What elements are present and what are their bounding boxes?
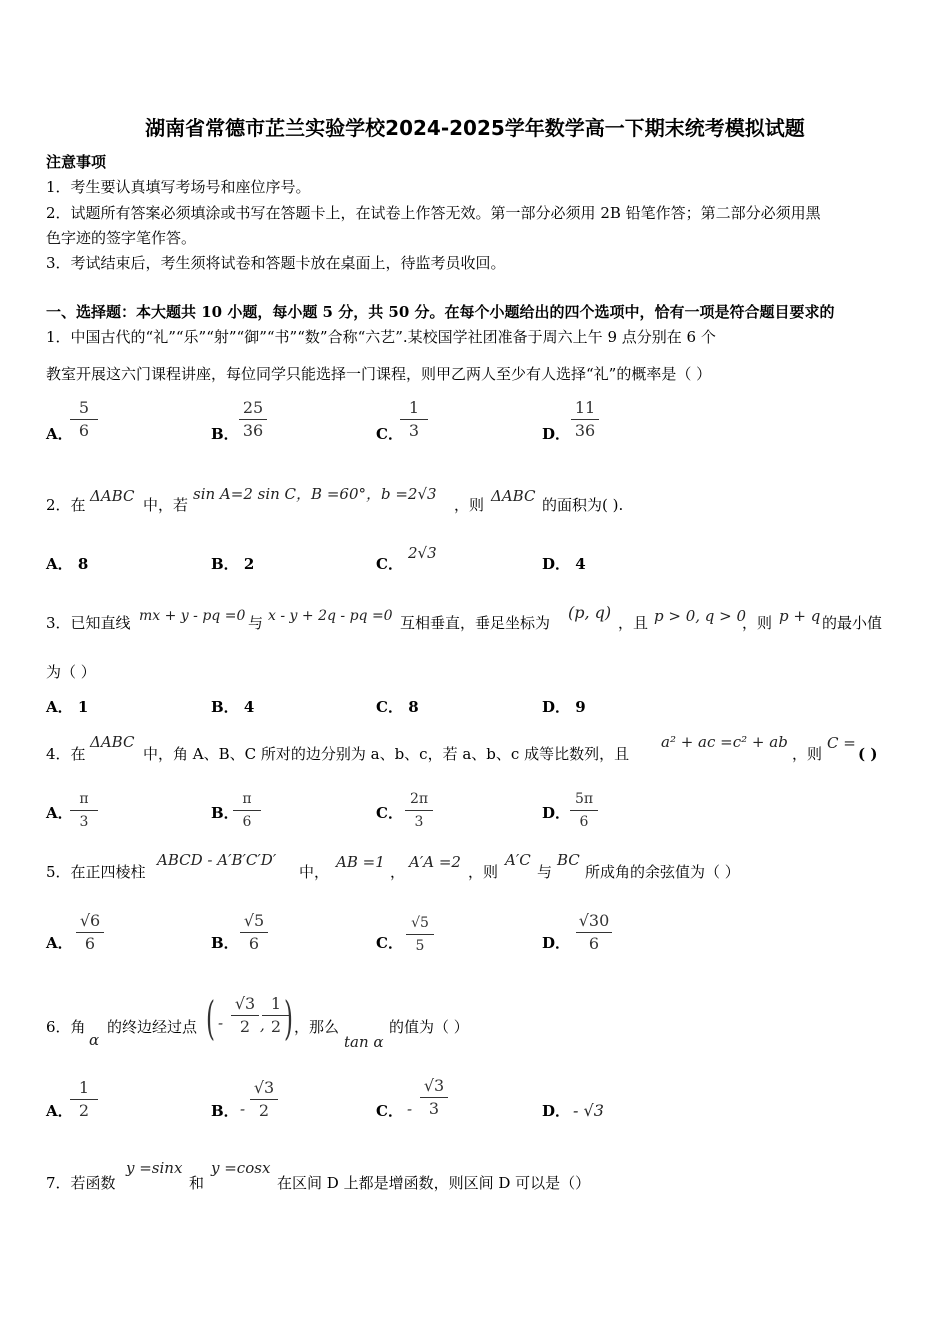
- q3-line-1: mx + y - pq =0: [139, 608, 246, 624]
- q4-option-d-label: D．: [542, 804, 571, 822]
- q6-option-b-label: B．: [211, 1102, 239, 1120]
- q5-condition-2: A′A =2: [409, 853, 461, 871]
- notice-item-2-cont: 色字迹的签字笔作答。: [46, 229, 197, 247]
- q2-option-b: B． 2: [211, 555, 255, 573]
- q2-mid: 中，若: [143, 496, 189, 514]
- notice-item-2: 2．试题所有答案必须填涂或书写在答题卡上，在试卷上作答无效。第一部分必须用 2B 铅笔作答；第二部分必须用黑: [46, 204, 821, 222]
- q6-option-a-value: 1 2: [66, 1078, 102, 1121]
- q1-option-c-value: 1 3: [396, 398, 432, 441]
- q3-option-c: C． 8: [376, 698, 419, 716]
- q1-option-c-label: C．: [376, 425, 403, 443]
- q3-point: (p, q): [568, 603, 612, 622]
- q7-and: 和: [189, 1174, 205, 1192]
- q5-solid: ABCD - A′B′C′D′: [157, 851, 277, 869]
- q3-prefix: 3．已知直线: [46, 614, 131, 632]
- q7-function-1: y =sinx: [126, 1159, 183, 1177]
- q6-tan: tan α: [344, 1033, 384, 1051]
- q2-option-d: D． 4: [542, 555, 586, 573]
- q7-prefix: 7．若函数: [46, 1174, 116, 1192]
- q4-equation: a² + ac =c² + ab: [661, 733, 788, 751]
- q5-then: ，则: [468, 863, 499, 881]
- q3-tail: 的最小值: [822, 614, 883, 632]
- q2-tail2: 的面积为( ).: [542, 496, 624, 514]
- q2-option-c-label: C．: [376, 555, 403, 573]
- q6-option-d-value: - √3: [573, 1101, 604, 1120]
- q5-option-a-label: A．: [46, 934, 73, 952]
- q3-option-d: D． 9: [542, 698, 586, 716]
- q4-option-a-value: π 3: [66, 789, 102, 832]
- notice-heading: 注意事项: [46, 153, 107, 171]
- q4-body: 中，角 A、B、C 所对的边分别为 a、b、c，若 a、b、c 成等比数列，且: [143, 745, 630, 763]
- q5-tail: 所成角的余弦值为（ ）: [585, 863, 740, 881]
- q4-tail: ( ): [858, 745, 878, 763]
- q4-ask: C =: [827, 734, 856, 752]
- q4-option-c-value: 2π 3: [401, 789, 437, 832]
- q1-line1: 1．中国古代的“礼”“乐”“射”“御”“书”“数”合称“六艺”.某校国学社团准备于周六上午 9 点分别在 6 个: [46, 328, 716, 346]
- q2-option-a: A． 8: [46, 555, 89, 573]
- q6-point-comma: ,: [260, 1016, 265, 1034]
- q3-then: ，则: [742, 614, 773, 632]
- q2-triangle-2: ΔABC: [491, 487, 536, 505]
- q3-condition: p > 0, q > 0: [654, 607, 747, 625]
- q6-then: ，那么: [294, 1018, 340, 1036]
- q3-expression: p + q: [779, 607, 821, 625]
- q4-option-d-value: 5π 6: [566, 789, 602, 832]
- q4-then: ，则: [792, 745, 823, 763]
- q1-option-d-label: D．: [542, 425, 571, 443]
- q4-option-a-label: A．: [46, 804, 73, 822]
- q3-mid: 互相垂直，垂足坐标为: [400, 614, 551, 632]
- q1-option-b-label: B．: [211, 425, 239, 443]
- section-heading: 一、选择题：本大题共 10 小题，每小题 5 分，共 50 分。在每个小题给出的四个选项中，恰有一项是符合题目要求的: [46, 303, 835, 321]
- q5-option-a-value: √6 6: [72, 911, 108, 954]
- q6-option-a-label: A．: [46, 1102, 73, 1120]
- q7-tail: 在区间 D 上都是增函数，则区间 D 可以是（）: [277, 1174, 591, 1192]
- q4-triangle: ΔABC: [90, 733, 135, 751]
- q6-point-y: 1 2: [258, 994, 294, 1037]
- q2-triangle: ΔABC: [90, 487, 135, 505]
- notice-item-1: 1．考生要认真填写考场号和座位序号。: [46, 178, 311, 196]
- q3-option-a: A． 1: [46, 698, 89, 716]
- q6-alpha: α: [89, 1031, 100, 1049]
- q6-option-b-value: √3 2: [246, 1078, 282, 1121]
- q5-vector-1: A′C: [505, 851, 531, 869]
- q3-line-2: x - y + 2q - pq =0: [268, 608, 393, 624]
- q5-option-c-value: √5 5: [402, 913, 438, 956]
- q3-option-b: B． 4: [211, 698, 255, 716]
- q6-option-d-label: D．: [542, 1102, 571, 1120]
- q6-prefix: 6．角: [46, 1018, 86, 1036]
- q5-mid: 中，: [299, 863, 330, 881]
- q6-option-b-sign: -: [240, 1100, 246, 1118]
- q4-option-c-label: C．: [376, 804, 403, 822]
- q6-neg-sign: -: [218, 1014, 224, 1032]
- q1-option-b-value: 25 36: [235, 398, 271, 441]
- q4-prefix: 4．在: [46, 745, 86, 763]
- q2-prefix: 2．在: [46, 496, 86, 514]
- q1-option-a-value: 5 6: [66, 398, 102, 441]
- q3-and: ，且: [618, 614, 649, 632]
- q6-tail: 的值为（ ）: [389, 1018, 469, 1036]
- q6-mid: 的终边经过点: [107, 1018, 198, 1036]
- q5-option-b-value: √5 6: [236, 911, 272, 954]
- q5-option-d-label: D．: [542, 934, 571, 952]
- q6-option-c-label: C．: [376, 1102, 403, 1120]
- q2-option-c-value: 2√3: [408, 544, 437, 562]
- q5-option-d-value: √30 6: [572, 911, 616, 954]
- q2-tail1: ，则: [454, 496, 485, 514]
- q6-right-paren: ): [284, 991, 293, 1045]
- q4-option-b-value: π 6: [229, 789, 265, 832]
- q6-left-paren: (: [206, 991, 215, 1045]
- page-title: 湖南省常德市芷兰实验学校2024-2025学年数学高一下期末统考模拟试题: [145, 116, 805, 140]
- q5-comma: ，: [390, 863, 406, 881]
- q5-vector-2: BC: [557, 851, 580, 869]
- q3-line2: 为（ ）: [46, 663, 96, 681]
- q3-with: 与: [248, 614, 264, 632]
- q6-point-x: √3 2: [227, 994, 263, 1037]
- notice-item-3: 3．考试结束后，考生须将试卷和答题卡放在桌面上，待监考员收回。: [46, 254, 506, 272]
- q6-option-c-sign: -: [407, 1100, 413, 1118]
- q6-option-c-value: √3 3: [416, 1076, 452, 1119]
- q1-option-a-label: A．: [46, 425, 73, 443]
- q5-option-c-label: C．: [376, 934, 403, 952]
- q5-condition-1: AB =1: [336, 853, 385, 871]
- q7-function-2: y =cosx: [211, 1159, 271, 1177]
- q5-option-b-label: B．: [211, 934, 239, 952]
- q1-line2: 教室开展这六门课程讲座，每位同学只能选择一门课程，则甲乙两人至少有人选择“礼”的概率是（ ）: [46, 365, 712, 383]
- q2-condition: sin A=2 sin C，B =60°，b =2√3: [193, 485, 437, 503]
- q1-option-d-value: 11 36: [567, 398, 603, 441]
- q5-with: 与: [537, 863, 553, 881]
- q5-prefix: 5．在正四棱柱: [46, 863, 146, 881]
- q4-option-b-label: B．: [211, 804, 239, 822]
